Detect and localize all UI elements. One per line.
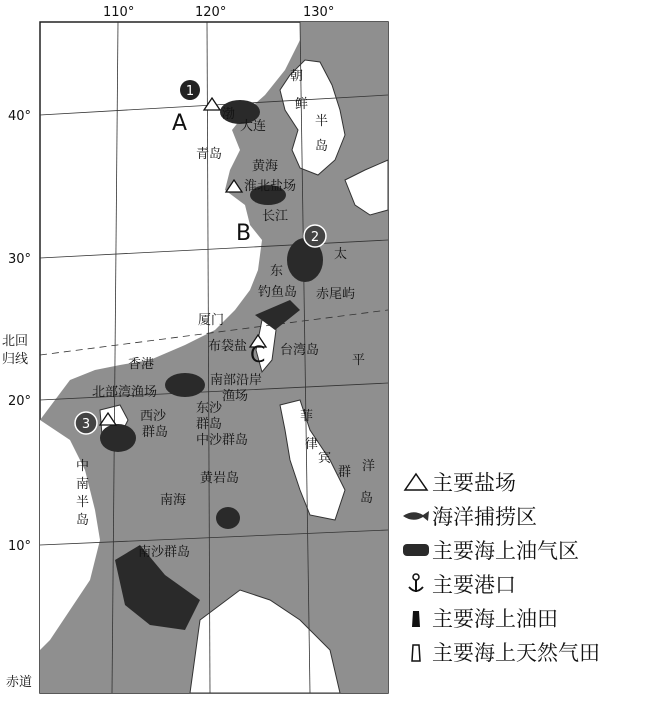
- triangle-icon: [400, 469, 432, 495]
- legend-item-gasfield: [400, 635, 669, 669]
- lat-40: 40°: [8, 109, 32, 124]
- label-chao: 朝: [290, 69, 304, 84]
- legend-item-fishing: [400, 499, 669, 533]
- label-ping: 平: [352, 353, 366, 368]
- gasfield-icon: [400, 639, 432, 665]
- legend-label-salt: 主要盐场: [432, 471, 516, 495]
- anchor-icon: [400, 571, 432, 597]
- label-zhongnan-4: 岛: [76, 513, 90, 528]
- label-xisha2: 群岛: [142, 425, 169, 440]
- marker-3: 3: [81, 417, 91, 432]
- marker-1: 1: [185, 84, 195, 99]
- label-xianggang: 香港: [128, 357, 155, 372]
- legend-label-oilfield: 主要海上油田: [432, 607, 558, 631]
- label-ban: 半: [315, 114, 329, 129]
- lat-30: 30°: [8, 252, 32, 267]
- label-tai: 太: [334, 247, 348, 262]
- legend-item-oilgas: [400, 533, 669, 567]
- label-nanhai: 南海: [160, 493, 187, 508]
- point-a: A: [172, 111, 188, 136]
- label-zhongnan-3: 半: [76, 495, 90, 510]
- label-taiwan: 台湾岛: [280, 343, 320, 358]
- legend-label-gasfield: 主要海上天然气田: [432, 641, 600, 665]
- oilfield-icon: [400, 605, 432, 631]
- tropic-label-2: 归线: [2, 352, 29, 367]
- label-dongsha1: 东沙: [196, 401, 223, 416]
- legend-label-oilgas: 主要海上油气区: [432, 539, 579, 563]
- label-bohai: 渤: [222, 107, 236, 122]
- label-zhongsha: 中沙群岛: [196, 433, 249, 448]
- legend-item-oilfield: [400, 601, 669, 635]
- label-zhongnan-2: 南: [76, 477, 90, 492]
- label-changjiang: 长江: [262, 209, 289, 224]
- point-c: C: [250, 343, 266, 368]
- label-zhongnan-1: 中: [76, 459, 90, 474]
- oilgas-area-icon: [400, 537, 432, 563]
- lat-20: 20°: [8, 394, 32, 409]
- tropic-label-1: 北回: [2, 334, 29, 349]
- label-dalian: 大连: [240, 119, 267, 134]
- label-dongfang: 东: [270, 264, 284, 279]
- label-qingdao: 青岛: [196, 147, 223, 162]
- label-diaoyu: 钓鱼岛: [258, 285, 298, 300]
- legend-item-port: [400, 567, 669, 601]
- label-xian: 鲜: [295, 97, 309, 112]
- lon-120: 120°: [195, 5, 227, 20]
- lon-130: 130°: [303, 5, 335, 20]
- label-huangyan: 黄岩岛: [200, 471, 240, 486]
- label-dao: 岛: [315, 139, 329, 154]
- label-nanbuyan: 南部沿岸: [210, 373, 263, 388]
- label-bin: 宾: [318, 451, 332, 466]
- label-budai: 布袋盐: [208, 339, 248, 354]
- lat-10: 10°: [8, 539, 32, 554]
- label-huanghai: 黄海: [252, 159, 279, 174]
- label-dongsha2: 群岛: [196, 417, 223, 432]
- label-huaibei: 淮北盐场: [244, 179, 297, 194]
- map-legend: [400, 465, 669, 669]
- lon-110: 110°: [103, 5, 135, 20]
- label-xisha1: 西沙: [140, 409, 167, 424]
- legend-label-fishing: 海洋捕捞区: [432, 505, 537, 529]
- label-qun: 群: [338, 465, 352, 480]
- label-yang: 洋: [362, 459, 376, 474]
- label-dao2: 岛: [360, 491, 374, 506]
- label-xiamen: 厦门: [198, 313, 225, 328]
- label-nansha: 南沙群岛: [138, 545, 191, 560]
- marker-2: 2: [310, 230, 320, 245]
- label-chiwei: 赤尾屿: [316, 287, 356, 302]
- point-b: B: [236, 221, 252, 246]
- fish-icon: [400, 503, 432, 529]
- label-lv: 律: [305, 437, 319, 452]
- equator-label: 赤道: [6, 675, 33, 690]
- label-yuchang: 渔场: [222, 389, 249, 404]
- legend-label-port: 主要港口: [432, 573, 516, 597]
- label-beibuwan: 北部湾渔场: [92, 385, 158, 400]
- label-fei: 菲: [300, 409, 314, 424]
- legend-item-salt: [400, 465, 669, 499]
